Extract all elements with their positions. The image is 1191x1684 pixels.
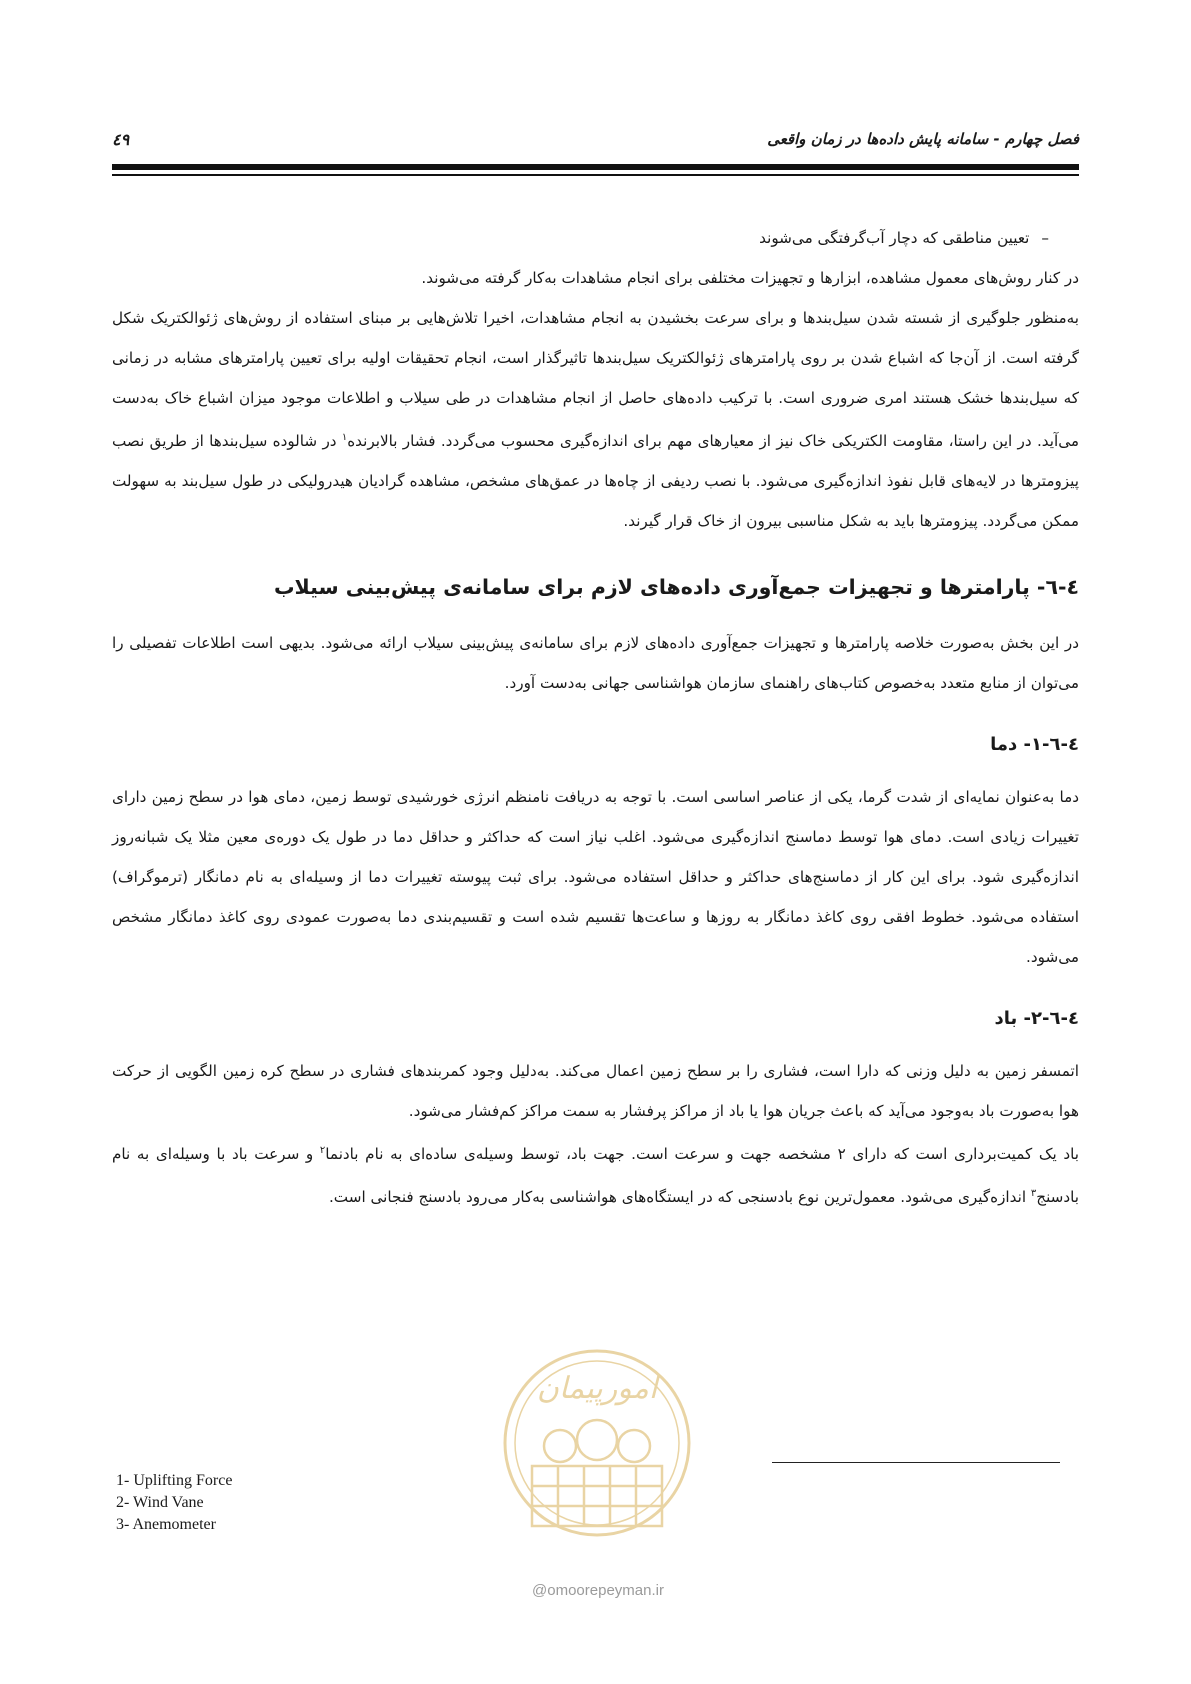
header-rule-thin (112, 174, 1079, 176)
subsection-heading-wind: ٤-٦-٢- باد (994, 1008, 1079, 1030)
running-header (112, 128, 1079, 158)
footnote-separator (772, 1462, 1060, 1463)
paragraph-text: به‌منظور جلوگیری از شسته شدن سیل‌بندها و برای سرعت بخشیدن به انجام مشاهدات، اخیرا تلاش‌هایی بر مبنای استفاده از روش‌های ژئوالکتریک شکل گرفته است. از آن‌جا که اشباع شدن بر روی پارامترهای ژئوالکتریک سیل‌بندها تاثیرگذار است، انجام تحقیقات اولیه برای تعیین پارامترهای مشابه در زمانی که سیل‌بندها خشک هستند امری ضروری است. با ترکیب داده‌های حاصل از انجام مشاهدات در طی سیلاب و اطلاعات موجود میزان اشباع خاک به‌دست می‌آید. در این راستا، مقاومت الکتریکی خاک نیز از معیارهای مهم برای اندازه‌گیری محسوب می‌گردد. فشار بالابرنده (112, 309, 1079, 451)
section-heading: ٤-٦- پارامترها و تجهیزات جمع‌آوری داده‌های لازم برای سامانه‌ی پیش‌بینی سیلاب (273, 575, 1079, 600)
watermark-logo-text: امورپیمان (536, 1371, 658, 1406)
paragraph-text: در شالوده سیل‌بندها از طریق نصب پیزومترها در لایه‌های قابل نفوذ اندازه‌گیری می‌شود. با نصب ردیفی از چاه‌ها در عمق‌های مشخص، مشاهده گرادیان هیدرولیکی در طول سیل‌بند به سهولت ممکن می‌گردد. پیزومترها باید به شکل مناسبی بیرون از خاک قرار گیرند. (112, 432, 1079, 531)
paragraph-text: اندازه‌گیری می‌شود. معمول‌ترین نوع بادسنجی که در ایستگاه‌های هواشناسی به‌کار می‌رود بادسنج فنجانی است. (328, 1188, 1031, 1207)
body-text (112, 218, 1079, 1217)
wind-paragraph-1: اتمسفر زمین به دلیل وزنی که دارا است، فشاری را بر سطح زمین اعمال می‌کند. به‌دلیل وجود کمربندهای فشاری در سطح کره زمین الگویی از حرکت هوا به‌صورت باد به‌وجود می‌آید که باعث جریان هوا یا باد از مراکز پرفشار به سمت مراکز کم‌فشار می‌شود. (112, 1062, 1079, 1121)
subsection-heading-temperature: ٤-٦-١- دما (990, 734, 1079, 756)
footnote-1: 1- Uplifting Force (116, 1472, 233, 1489)
dash-bullet-icon: – (1041, 229, 1049, 247)
page-number: ٤٩ (112, 130, 130, 149)
watermark-logo (492, 1328, 702, 1588)
footnote-ref-2: ۲ (319, 1145, 326, 1157)
footnote-3: 3- Anemometer (116, 1516, 216, 1533)
section-paragraph: در این بخش به‌صورت خلاصه پارامترها و تجهیزات جمع‌آوری داده‌های لازم برای سامانه‌ی پیش‌بینی سیلاب ارائه می‌شود. بدیهی است اطلاعات تفصیلی را می‌توان از منابع متعدد به‌خصوص کتاب‌های راهنمای سازمان هواشناسی جهانی به‌دست آورد. (112, 634, 1079, 693)
wind-paragraph-2 (112, 1131, 1079, 1217)
footnote-2: 2- Wind Vane (116, 1494, 204, 1511)
header-rule-thick (112, 164, 1079, 170)
footnote-ref-3: ۳ (1030, 1188, 1037, 1200)
chapter-title: فصل چهارم - سامانه پایش داده‌ها در زمان واقعی (767, 130, 1079, 148)
bullet-item (112, 218, 1079, 258)
footnotes (116, 1470, 232, 1536)
paragraph-text: و سرعت باد با وسیله‌ای به نام بادسنج (112, 1145, 1079, 1207)
paragraph-text: باد یک کمیت‌برداری است که دارای ۲ مشخصه جهت و سرعت است. جهت باد، توسط وسیله‌ی ساده‌ای به نام بادنما (325, 1145, 1079, 1164)
geoelectric-paragraph (112, 298, 1079, 541)
watermark-url: @omoorepeyman.ir (532, 1582, 664, 1599)
intro-paragraph: در کنار روش‌های معمول مشاهده، ابزارها و تجهیزات مختلفی برای انجام مشاهدات به‌کار گرفته می‌شوند. (421, 269, 1079, 287)
bullet-text: تعیین مناطقی که دچار آب‌گرفتگی می‌شوند (759, 229, 1030, 247)
temperature-paragraph: دما به‌عنوان نمایه‌ای از شدت گرما، یکی از عناصر اساسی است. با توجه به دریافت نامنظم انرژی خورشیدی توسط زمین، دمای هوا در سطح زمین دارای تغییرات زیادی است. دمای هوا توسط دماسنج اندازه‌گیری می‌شود. اغلب نیاز است که حداکثر و حداقل دما در طول یک دوره‌ی معین مثلا یک شبانه‌روز اندازه‌گیری شود. برای این کار از دماسنج‌های حداکثر و حداقل استفاده می‌شود. برای ثبت پیوسته تغییرات دما از وسیله‌ای به نام دمانگار (ترموگراف) استفاده می‌شود. خطوط افقی روی کاغذ دمانگار به روزها و ساعت‌ها تقسیم شده است و تقسیم‌بندی دما به‌صورت عمودی روی کاغذ دمانگار مشخص می‌شود. (112, 788, 1079, 967)
footnote-ref-1: ۱ (341, 432, 348, 443)
